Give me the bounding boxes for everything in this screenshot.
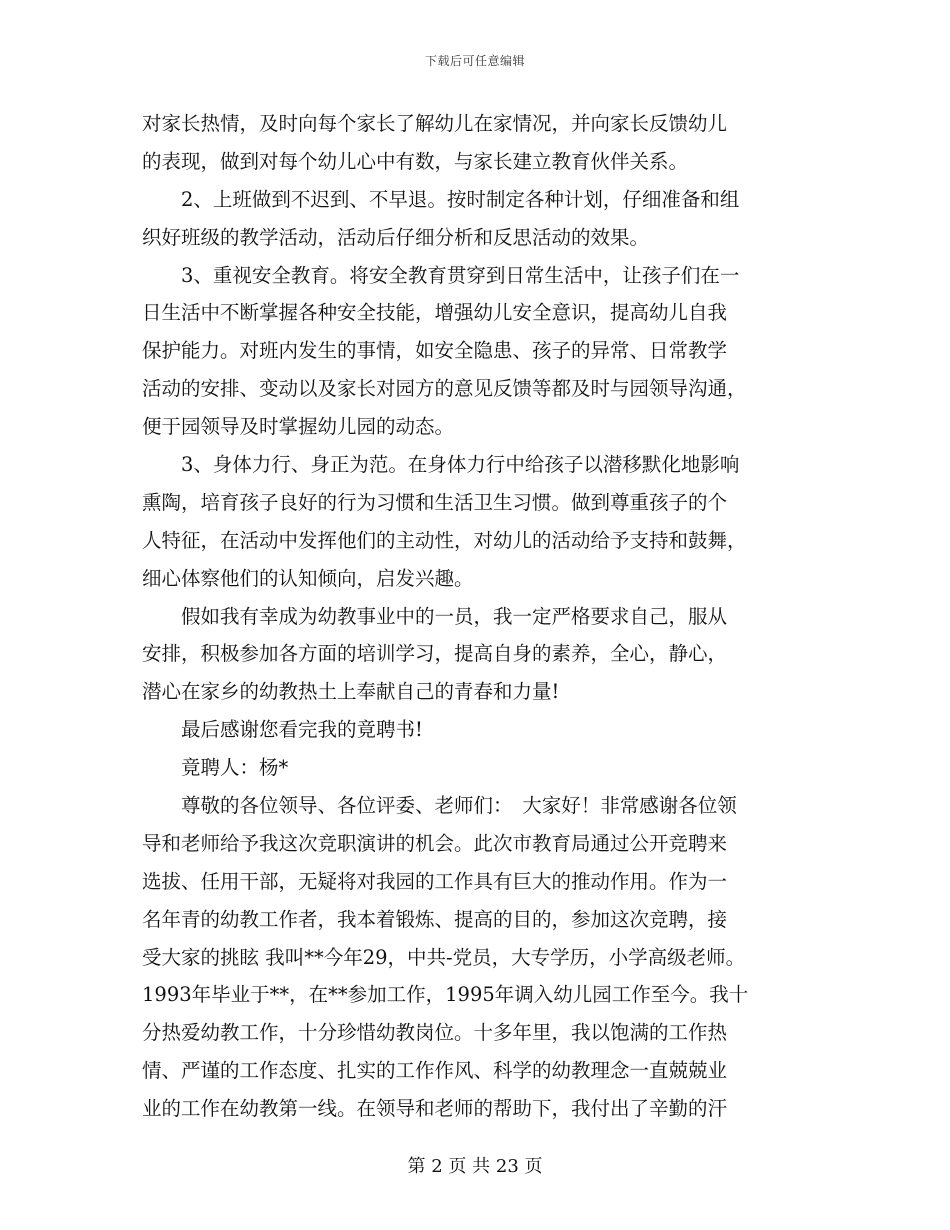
text-line: 3、重视安全教育。将安全教育贯穿到日常生活中，让孩子们在一 [142,263,740,287]
text-line: 尊敬的各位领导、各位评委、老师们： 大家好！非常感谢各位领 [142,794,737,818]
footer-label-ye2: 页 [524,1156,543,1177]
text-line: 分热爱幼教工作，十分珍惜幼教岗位。十多年里，我以饱满的工作热 [142,1021,728,1045]
text-line: 受大家的挑眩 我叫**今年29，中共-党员，大专学历，小学高级老师。 [142,945,746,969]
text-line: 人特征，在活动中发挥他们的主动性，对幼儿的活动给予支持和鼓舞， [142,528,747,552]
text-line: 2、上班做到不迟到、不早退。按时制定各种计划，仔细准备和组 [142,187,740,211]
text-line: 细心体察他们的认知倾向，启发兴趣。 [142,566,474,590]
footer-label-ye: 页 [448,1156,467,1177]
text-line: 选拔、任用干部，无疑将对我园的工作具有巨大的推动作用。作为一 [142,869,728,893]
total-pages-number: 23 [495,1156,519,1177]
text-line: 竟聘人：杨* [142,756,289,780]
text-line: 情、严谨的工作态度、扎实的工作作风、科学的幼教理念一直兢兢业 [142,1059,728,1083]
document-body [142,105,812,1128]
current-page-number: 2 [431,1156,443,1177]
text-line: 日生活中不断掌握各种安全技能，增强幼儿安全意识，提高幼儿自我 [142,301,728,325]
text-line: 潜心在家乡的幼教热土上奉献自己的青春和力量! [142,680,560,704]
text-line: 熏陶，培育孩子良好的行为习惯和生活卫生习惯。做到尊重孩子的个 [142,490,728,514]
text-line: 最后感谢您看完我的竟聘书! [142,718,423,742]
text-line: 的表现，做到对每个幼儿心中有数，与家长建立教育伙伴关系。 [142,149,689,173]
text-line: 名年青的幼教工作者，我本着锻炼、提高的目的，参加这次竞聘，接 [142,907,728,931]
text-line: 安排，积极参加各方面的培训学习，提高自身的素养，全心，静心， [142,642,728,666]
text-line: 对家长热情，及时向每个家长了解幼儿在家情况，并向家长反馈幼儿 [142,112,728,135]
text-line: 1993年毕业于**，在**参加工作，1995年调入幼儿园工作至今。我十 [142,983,749,1007]
page-header: 下载后可任意编辑 [424,54,525,68]
text-line: 导和老师给予我这次竞职演讲的机会。此次市教育局通过公开竞聘来 [142,831,728,855]
text-line: 便于园领导及时掌握幼儿园的动态。 [142,415,455,439]
text-line: 保护能力。对班内发生的事情，如安全隐患、孩子的异常、日常教学 [142,339,728,363]
page-footer [0,1152,950,1178]
text-line: 3、身体力行、身正为范。在身体力行中给孩子以潜移默化地影响 [142,453,740,477]
text-line: 业的工作在幼教第一线。在领导和老师的帮助下，我付出了辛勤的汗 [142,1097,728,1121]
text-line: 假如我有幸成为幼教事业中的一员，我一定严格要求自己，服从 [142,604,728,628]
text-line: 活动的安排、变动以及家长对园方的意见反馈等都及时与园领导沟通， [142,377,747,401]
footer-label-page: 第 [407,1156,426,1177]
footer-label-total: 共 [472,1156,491,1177]
text-line: 织好班级的教学活动，活动后仔细分析和反思活动的效果。 [142,225,650,249]
